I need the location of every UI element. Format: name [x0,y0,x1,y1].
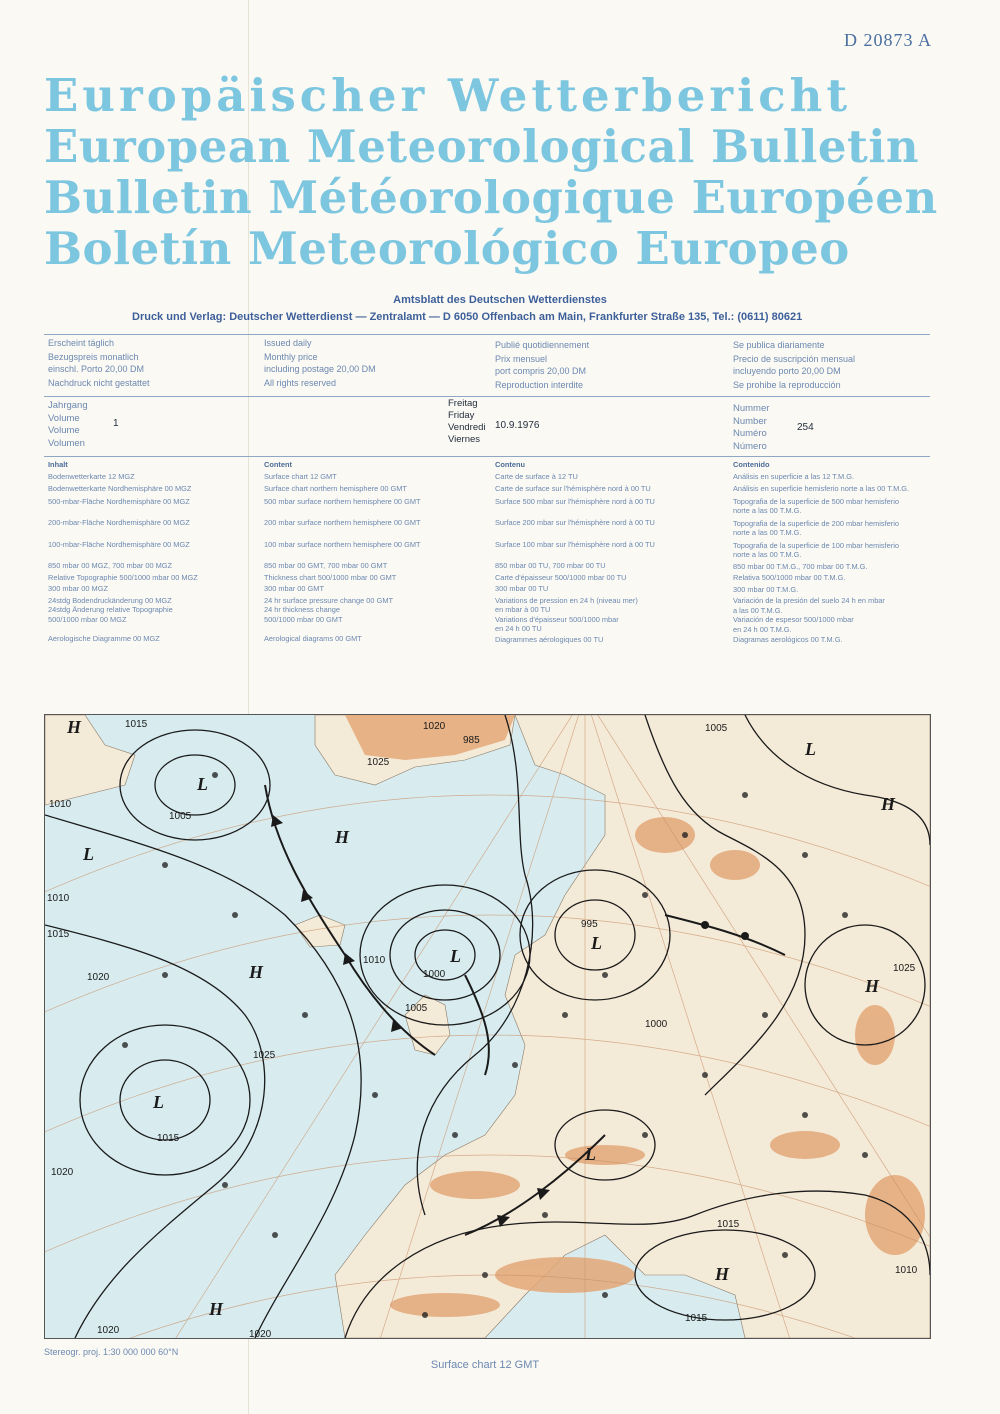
pressure-center-label: L [153,1092,164,1112]
station-dot [232,912,238,918]
isobar-value: 1020 [249,1329,272,1338]
contents-item: Carte d'épaisseur 500/1000 mbar 00 TU [495,572,627,582]
pressure-center-label: L [83,844,94,864]
contents-spanish [733,460,933,645]
station-dot [642,892,648,898]
info-line: incluyendo porto 20,00 DM [733,366,841,376]
contents-item: 24stdg Bodendruckänderung 00 MGZ [48,595,172,605]
contents-item: Topografia de la superficie de 100 mbar hemisferio [733,540,899,550]
weekday-label: Friday [448,410,475,421]
volume-label: Volumen [48,437,85,449]
pressure-center-label: H [67,717,82,737]
contents-item: Surface 200 mbar sur l'hémisphère nord à 00 TU [495,518,655,527]
info-line: Erscheint täglich [48,338,115,348]
station-dot [482,1272,488,1278]
info-line: including postage 20,00 DM [264,364,376,374]
number-label: Numéro [733,428,767,439]
isobar-value: 995 [581,919,598,930]
contents-item: 850 mbar 00 T.M.G., 700 mbar 00 T.M.G. [733,561,868,571]
station-dot [212,772,218,778]
station-dot [302,1012,308,1018]
publisher-line: Druck und Verlag: Deutscher Wetterdienst — Zentralamt — D 6050 Offenbach am Main, Frankfurter Straße 135, Tel.: (0611) 80621 [132,311,803,323]
station-dot [162,862,168,868]
contents-item: 500/1000 mbar 00 MGZ [48,614,127,624]
contents-item: 24 hr thickness change [264,605,341,614]
station-dot [602,1292,608,1298]
isobar-value: 1020 [51,1167,74,1178]
isobar-value: 1005 [405,1003,428,1014]
contents-item: 200-mbar-Fläche Nordhemisphäre 00 MGZ [48,518,190,527]
weather-map-drawing [45,715,930,1338]
projection-scale-note: Stereogr. proj. 1:30 000 000 60°N [44,1347,179,1357]
station-dot [602,972,608,978]
volume-labels [48,400,88,450]
contents-item: Análisis en superficie a las 12 T.M.G. [733,471,855,481]
info-line: Issued daily [264,338,312,348]
surface-weather-map [44,714,931,1339]
contents-item: 100 mbar surface northern hemisphere 00 GMT [264,539,421,549]
isobar-value: 1010 [47,893,70,904]
station-dot [562,1012,568,1018]
contents-item: Thickness chart 500/1000 mbar 00 GMT [264,572,397,582]
title-german: Europäischer Wetterbericht [44,69,852,122]
info-line: Se publica diariamente [733,340,825,350]
pressure-center-label: L [591,933,602,953]
contents-item: Bodenwetterkarte 12 MGZ [48,471,135,481]
contents-item: a las 00 T.M.G. [733,605,783,615]
contents-item: 24 hr surface pressure change 00 GMT [264,595,393,605]
pressure-center-label: H [209,1299,224,1319]
warm-front-semicircle [741,932,749,940]
contents-item: Aerological diagrams 00 GMT [264,634,362,643]
contents-item: Bodenwetterkarte Nordhemisphäre 00 MGZ [48,484,192,493]
info-line: port compris 20,00 DM [495,366,587,376]
station-dot [542,1212,548,1218]
contents-item: 300 mbar 00 TU [495,584,549,593]
contents-item: 300 mbar 00 GMT [264,584,324,593]
info-line: Publié quotidiennement [495,340,590,350]
station-dot [512,1062,518,1068]
contents-item: Variación de la presión del suelo 24 h en mbar [733,596,885,605]
weekday-label: Viernes [448,434,481,445]
number-label: Number [733,415,767,427]
isobar-value: 1015 [685,1313,708,1324]
info-line: Bezugspreis monatlich [48,352,139,362]
number-label: Nummer [733,403,770,414]
contents-item: norte a las 00 T.M.G. [733,506,802,515]
bulletin-titles [44,70,944,274]
station-dot [222,1182,228,1188]
isobar-value: 1005 [169,811,192,822]
issue-number: 254 [797,422,814,433]
info-line: Monthly price [264,352,318,362]
station-dot [122,1042,128,1048]
isobar-value: 1010 [363,955,386,966]
contents-item: Surface chart northern hemisphere 00 GMT [264,484,407,493]
contents-item: 850 mbar 00 GMT, 700 mbar 00 GMT [264,561,388,570]
iberia-relief [430,1171,520,1199]
contents-item: 24stdg Änderung relative Topographie [48,605,173,614]
isobar-value: 1025 [367,757,390,768]
info-line: einschl. Porto 20,00 DM [48,364,145,374]
sahara-relief [390,1293,500,1317]
pressure-center-label: L [450,946,461,966]
contents-french [495,460,720,644]
document-number: D 20873 A [843,30,932,50]
isobar-value: 1005 [705,723,728,734]
warm-front-semicircle [701,921,709,929]
contents-heading: Inhalt [48,460,68,469]
contents-item: Variación de espesor 500/1000 mbar [733,615,854,624]
pressure-center-label: H [249,962,264,982]
contents-item: 850 mbar 00 MGZ, 700 mbar 00 MGZ [48,561,173,570]
publication-info-french [495,339,589,391]
contents-item: Análisis en superficie hemisferio norte a las 00 T.M.G. [733,484,910,493]
pressure-center-label: H [335,827,350,847]
contents-item: Topografia de la superficie de 200 mbar hemisferio [733,518,899,528]
info-line: All rights reserved [264,378,337,388]
station-dot [372,1092,378,1098]
station-dot [642,1132,648,1138]
volume-label: Jahrgang [48,400,88,411]
info-line: Reproduction interdite [495,380,584,390]
divider [44,334,930,335]
isobar-value: 1025 [253,1050,276,1061]
contents-item: Variations de pression en 24 h (niveau mer) [495,595,638,605]
anatolia-relief [770,1131,840,1159]
caucasus-relief [855,1005,895,1065]
contents-item: Aerologische Diagramme 00 MGZ [48,634,160,643]
isobar-value: 985 [463,735,480,746]
contents-item: 200 mbar surface northern hemisphere 00 GMT [264,518,421,527]
contents-item: Diagrammes aérologiques 00 TU [495,634,604,644]
info-line: Precio de suscripción mensual [733,354,856,364]
info-line: Se prohibe la reproducción [733,380,841,390]
station-dot [162,972,168,978]
isobar-value: 1015 [47,929,70,940]
station-dot [762,1012,768,1018]
contents-item: 100-mbar-Fläche Nordhemisphäre 00 MGZ [48,539,190,549]
publication-info-spanish [733,339,855,391]
isobar-value: 1000 [423,969,446,980]
contents-item: Variations d'épaisseur 500/1000 mbar [495,614,619,624]
station-dot [842,912,848,918]
weekday-labels [448,398,486,446]
station-dot [682,832,688,838]
contents-item: norte a las 00 T.M.G. [733,528,802,537]
contents-item: Surface chart 12 GMT [264,471,337,481]
official-gazette: Amtsblatt des Deutschen Wetterdienstes [393,294,607,306]
contents-item: norte a las 00 T.M.G. [733,550,802,559]
isobar-value: 1010 [49,799,72,810]
contents-item: en 24 h 00 T.M.G. [733,624,792,634]
pressure-center-label: H [865,976,880,996]
pressure-center-label: H [715,1264,730,1284]
scandinavia-relief [710,850,760,880]
divider [44,396,930,397]
isobar-value: 1020 [423,721,446,732]
contents-item: Carte de surface à 12 TU [495,471,578,481]
isobar-value: 1025 [893,963,916,974]
title-english: European Meteorological Bulletin [44,120,920,173]
station-dot [742,792,748,798]
title-french: Bulletin Météorologique Européen [44,171,938,224]
number-labels [733,403,769,453]
publication-info-german [48,337,150,389]
contents-item: 850 mbar 00 TU, 700 mbar 00 TU [495,561,606,570]
contents-item: Relativa 500/1000 mbar 00 T.M.G. [733,573,846,582]
title-spanish: Boletín Meteorológico Europeo [44,222,850,275]
weekday-label: Freitag [448,398,478,409]
contents-heading: Content [264,460,292,469]
pressure-center-label: L [805,739,816,759]
contents-item: Relative Topographie 500/1000 mbar 00 MGZ [48,572,198,582]
isobar-value: 1020 [97,1325,120,1336]
map-caption: Surface chart 12 GMT [430,1359,540,1371]
station-dot [702,1072,708,1078]
station-dot [422,1312,428,1318]
contents-item: Surface 100 mbar sur l'hémisphère nord à 00 TU [495,539,655,549]
station-dot [782,1252,788,1258]
contents-item: en mbar à 00 TU [495,605,551,614]
isobar-value: 1000 [645,1019,668,1030]
number-label: Número [733,440,767,452]
contents-item: 500-mbar-Fläche Nordhemisphäre 00 MGZ [48,496,190,506]
contents-item: 500 mbar surface northern hemisphere 00 GMT [264,496,421,506]
isobar-value: 1015 [157,1133,180,1144]
pressure-center-label: L [197,774,208,794]
contents-item: 300 mbar 00 MGZ [48,584,108,593]
info-line: Nachdruck nicht gestattet [48,378,150,388]
station-dot [452,1132,458,1138]
contents-item: 300 mbar 00 T.M.G. [733,584,799,594]
volume-value: 1 [113,418,119,429]
contents-item: Diagramas aerológicos 00 T.M.G. [733,635,843,644]
contents-item: en 24 h 00 TU [495,624,542,633]
contents-item: 500/1000 mbar 00 GMT [264,614,343,624]
station-dot [802,852,808,858]
contents-german [48,460,253,644]
publication-info-english [264,337,376,389]
volume-label: Volume [48,425,80,436]
station-dot [862,1152,868,1158]
issue-date: 10.9.1976 [495,420,540,431]
contents-english [264,460,484,644]
isobar-value: 1015 [125,719,148,730]
contents-heading: Contenu [495,460,525,469]
contents-item: Topografia de la superficie de 500 mbar hemisferio [733,496,899,506]
isobar-value: 1015 [717,1219,740,1230]
station-dot [272,1232,278,1238]
divider [44,456,930,457]
weekday-label: Vendredi [448,422,486,433]
pressure-center-label: L [585,1144,596,1164]
isobar-value: 1010 [895,1265,918,1276]
station-dot [802,1112,808,1118]
volume-label: Volume [48,412,80,424]
contents-heading: Contenido [733,460,770,469]
pressure-center-label: H [881,794,896,814]
info-line: Prix mensuel [495,354,548,364]
contents-item: Surface 500 mbar sur l'hémisphère nord à 00 TU [495,496,655,506]
contents-item: Carte de surface sur l'hémisphère nord à 00 TU [495,484,651,493]
isobar-value: 1020 [87,972,110,983]
